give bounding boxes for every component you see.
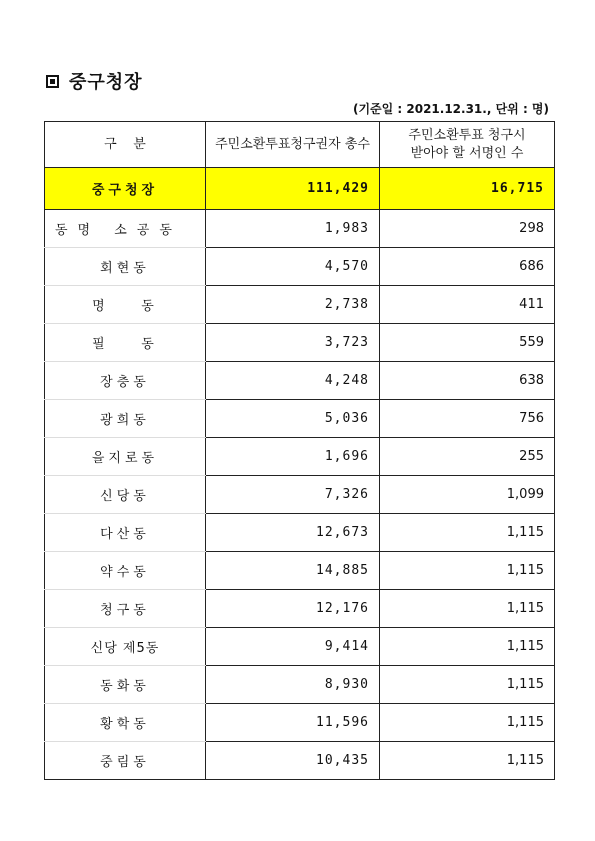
row-signatures: 1,115 [380, 742, 555, 780]
row-signatures: 1,115 [380, 552, 555, 590]
row-name: 다산동 [45, 514, 206, 552]
table-row [45, 514, 555, 552]
row-signatures: 756 [380, 400, 555, 438]
row-name: 신당 제5동 [45, 628, 206, 666]
row-signatures: 255 [380, 438, 555, 476]
row-signatures: 1,115 [380, 590, 555, 628]
row-voters: 14,885 [206, 552, 380, 590]
header-required-signatures [380, 122, 555, 168]
row-signatures: 1,115 [380, 514, 555, 552]
table-row [45, 324, 555, 362]
row-voters: 1,983 [206, 210, 380, 248]
row-name: 동화동 [45, 666, 206, 704]
total-row [45, 168, 555, 210]
row-name: 장충동 [45, 362, 206, 400]
table-row [45, 476, 555, 514]
row-signatures: 298 [380, 210, 555, 248]
table-header-row [45, 122, 555, 168]
table-row [45, 248, 555, 286]
recall-vote-table [44, 121, 555, 780]
row-voters: 3,723 [206, 324, 380, 362]
row-name: 청구동 [45, 590, 206, 628]
row-voters: 7,326 [206, 476, 380, 514]
header-required-signatures-line2: 받아야 할 서명인 수 [410, 145, 524, 161]
table-row [45, 362, 555, 400]
row-signatures: 1,115 [380, 704, 555, 742]
row-voters: 12,176 [206, 590, 380, 628]
header-required-signatures-line1: 주민소환투표 청구시 [408, 127, 526, 143]
table-row [45, 704, 555, 742]
header-total-voters: 주민소환투표청구권자 총수 [206, 122, 380, 168]
total-voters: 111,429 [206, 168, 380, 210]
row-voters: 1,696 [206, 438, 380, 476]
row-signatures: 1,115 [380, 628, 555, 666]
row-voters: 5,036 [206, 400, 380, 438]
table-row [45, 590, 555, 628]
row-name: 동명 소공동 [45, 210, 206, 248]
row-signatures: 686 [380, 248, 555, 286]
table-row [45, 552, 555, 590]
basis-note: (기준일 : 2021.12.31., 단위 : 명) [352, 102, 549, 116]
row-voters: 9,414 [206, 628, 380, 666]
row-voters: 4,570 [206, 248, 380, 286]
table-row [45, 210, 555, 248]
row-name: 광희동 [45, 400, 206, 438]
table-row [45, 628, 555, 666]
row-name: 을지로동 [45, 438, 206, 476]
row-voters: 8,930 [206, 666, 380, 704]
row-voters: 10,435 [206, 742, 380, 780]
row-signatures: 559 [380, 324, 555, 362]
row-name: 중림동 [45, 742, 206, 780]
row-signatures: 1,099 [380, 476, 555, 514]
row-name: 신당동 [45, 476, 206, 514]
table-row [45, 666, 555, 704]
header-category: 구 분 [45, 122, 206, 168]
table-row [45, 286, 555, 324]
row-name: 명 동 [45, 286, 206, 324]
row-name: 황학동 [45, 704, 206, 742]
row-name: 회현동 [45, 248, 206, 286]
table-row [45, 742, 555, 780]
row-signatures: 411 [380, 286, 555, 324]
table-row [45, 438, 555, 476]
row-voters: 2,738 [206, 286, 380, 324]
row-name: 약수동 [45, 552, 206, 590]
row-name: 필 동 [45, 324, 206, 362]
square-bullet-icon [46, 75, 59, 88]
section-title [46, 68, 143, 94]
row-voters: 11,596 [206, 704, 380, 742]
page-title: 중구청장 [69, 72, 143, 93]
table-row [45, 400, 555, 438]
row-signatures: 638 [380, 362, 555, 400]
row-voters: 4,248 [206, 362, 380, 400]
row-signatures: 1,115 [380, 666, 555, 704]
row-voters: 12,673 [206, 514, 380, 552]
total-name: 중구청장 [45, 168, 206, 210]
total-signatures: 16,715 [380, 168, 555, 210]
